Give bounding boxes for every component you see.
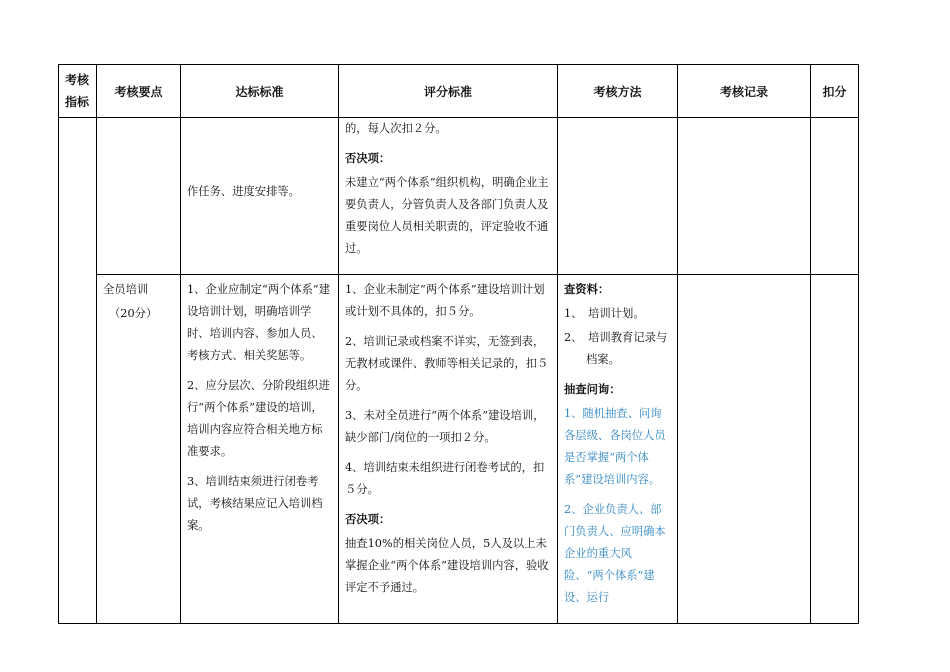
header-row [59,65,859,118]
deduction-cell [811,275,859,624]
table-row [59,118,859,275]
method-ask-item: 1、随机抽查、问询各层级、各岗位人员是否掌握“两个体系”建设培训内容。 [564,407,666,486]
scoring-item: 1、企业未制定“两个体系”建设培训计划或计划不具体的，扣５分。 [345,283,545,318]
scoring-cell [339,118,558,275]
standard-item: 2、应分层次、分阶段组织进行“两个体系”建设的培训，培训内容应符合相关地方标准要求。 [187,379,330,458]
key-point-title: 全员培训 [103,283,149,296]
indicator-cell [59,118,97,624]
method-check-label: 查资料： [564,283,610,296]
veto-text: 未建立“两个体系”组织机构，明确企业主要负责人，分管负责人及各部门负责人及重要岗位人员相关职责的，评定验收不通过。 [345,176,549,255]
method-ask-label: 抽查问询： [564,383,621,396]
veto-text: 抽查10%的相关岗位人员，5人及以上未掌握企业“两个体系”建设培训内容，验收评定不予通过。 [345,537,549,594]
record-cell [678,275,811,624]
scoring-item: 3、未对全员进行“两个体系”建设培训，缺少部门/岗位的一项扣２分。 [345,409,545,444]
header-scoring: 评分标准 [339,65,558,118]
method-cell [558,118,678,275]
key-point-score: （20分） [109,307,158,320]
method-check-item: 2、 培训教育记录与档案。 [564,331,668,366]
header-deduction: 扣分 [811,65,859,118]
table-row [59,275,859,624]
method-cell [558,275,678,624]
scoring-item: 2、培训记录或档案不详实，无签到表，无教材或课件、教师等相关记录的，扣５分。 [345,335,549,392]
header-standard: 达标标准 [181,65,339,118]
deduction-cell [811,118,859,275]
standard-text: 作任务、进度安排等。 [187,185,300,198]
header-record: 考核记录 [678,65,811,118]
record-cell [678,118,811,275]
veto-label: 否决项： [345,513,391,526]
header-key-point: 考核要点 [97,65,181,118]
standard-cell [181,118,339,275]
method-check-item: 1、 培训计划。 [564,307,645,320]
key-point-cell [97,118,181,275]
method-ask-item: 2、企业负责人、部门负责人、应明确本企业的重大风险、“两个体系”建设、运行 [564,503,666,604]
scoring-text: 的，每人次扣２分。 [345,122,447,135]
standard-item: 1、企业应制定“两个体系”建设培训计划，明确培训学时、培训内容、参加人员、考核方式、相关奖惩等。 [187,283,331,362]
header-indicator: 考核指标 [59,65,97,118]
scoring-item: 4、培训结束未组织进行闭卷考试的，扣５分。 [345,461,545,496]
assessment-table [58,64,859,624]
key-point-cell [97,275,181,624]
scoring-cell [339,275,558,624]
standard-item: 3、培训结束须进行闭卷考试，考核结果应记入培训档案。 [187,475,323,532]
veto-label: 否决项： [345,152,391,165]
header-method: 考核方法 [558,65,678,118]
standard-cell [181,275,339,624]
